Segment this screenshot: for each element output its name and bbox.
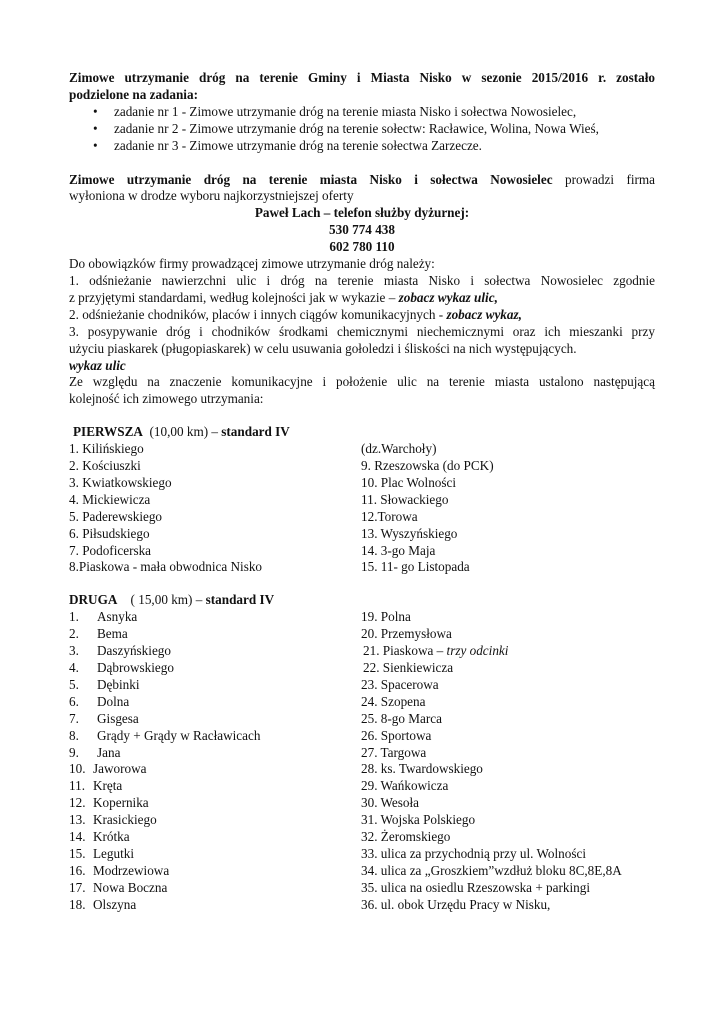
bullet-icon: • — [93, 120, 98, 136]
sidewalk-list-link[interactable]: zobacz wykaz, — [446, 306, 522, 322]
list-item-label: Jaworowa — [93, 761, 147, 777]
list-item-label: Nowa Boczna — [93, 879, 168, 895]
list-item: 34. ulica za „Groszkiem”wzdłuż bloku 8C,8E,8A — [361, 862, 622, 878]
duty-2: 2. odśnieżanie chodników, placów i innych ciągów komunikacyjnych - zobacz wykaz, — [69, 306, 522, 322]
list-item — [69, 829, 361, 846]
list-item: 13. Wyszyńskiego — [361, 525, 458, 541]
bullet-icon: • — [93, 103, 98, 119]
list-item: 31. Wojska Polskiego — [361, 812, 476, 828]
list-item-label: Grądy + Grądy w Racławicach — [97, 727, 261, 743]
bullet-icon: • — [93, 137, 98, 153]
order-line1: Ze względu na znaczenie komunikacyjne i położenie ulic na terenie miasta ustalono następującą — [69, 374, 655, 390]
list-item — [69, 609, 361, 626]
list-item — [69, 778, 361, 795]
list-item: 28. ks. Twardowskiego — [361, 761, 483, 777]
list-item: 3. Kwiatkowskiego — [69, 474, 172, 490]
list-item — [69, 660, 361, 677]
list-item-number: 11. — [69, 778, 85, 794]
list-item-label: Krótka — [93, 829, 130, 845]
second-priority-list — [69, 609, 655, 913]
second-priority-left-column — [69, 609, 361, 913]
first-priority-list — [69, 441, 655, 576]
second-priority-heading: DRUGA ( 15,00 km) – standard IV — [69, 592, 275, 608]
list-item — [69, 897, 361, 914]
phone-number-1: 530 774 438 — [329, 222, 395, 238]
list-item: 26. Sportowa — [361, 727, 432, 743]
list-item-number: 9. — [69, 744, 79, 760]
list-item — [69, 863, 361, 880]
list-item — [69, 745, 361, 762]
list-item: 32. Żeromskiego — [361, 829, 451, 845]
list-item-label: Modrzewiowa — [93, 862, 170, 878]
list-item: 33. ulica za przychodnią przy ul. Wolności — [361, 845, 587, 861]
list-item: 6. Piłsudskiego — [69, 525, 150, 541]
list-item-number: 3. — [69, 643, 79, 659]
list-item: 19. Polna — [361, 609, 411, 625]
list-item: 27. Targowa — [361, 744, 427, 760]
order-line2: kolejność ich zimowego utrzymania: — [69, 391, 264, 407]
list-item: 5. Paderewskiego — [69, 508, 163, 524]
phone-number-2: 602 780 110 — [329, 239, 395, 255]
first-priority-right-column — [361, 441, 655, 576]
list-item-number: 1. — [69, 609, 79, 625]
contractor-name: Paweł Lach – telefon służby dyżurnej: — [254, 205, 470, 221]
list-item-number: 17. — [69, 879, 86, 895]
duty-1-line2: z przyjętymi standardami, według kolejności jak w wykazie – zobacz wykaz ulic, — [69, 289, 498, 305]
duty-3-line1: 3. posypywanie dróg i chodników środkami chemicznymi niechemicznymi oraz ich mieszanki przy — [69, 323, 655, 339]
street-list-anchor[interactable]: wykaz ulic — [69, 357, 126, 373]
list-item-number: 12. — [69, 795, 86, 811]
document-page — [69, 70, 655, 914]
list-item-label: Asnyka — [97, 609, 138, 625]
contractor-line2: wyłoniona w drodze wyboru najkorzystniejszej oferty — [69, 188, 354, 204]
list-item: 9. Rzeszowska (do PCK) — [361, 458, 494, 474]
list-item: 30. Wesoła — [361, 795, 420, 811]
list-item-label: Kręta — [93, 778, 123, 794]
duty-1-line1: 1. odśnieżanie nawierzchni ulic i dróg na terenie miasta Nisko i sołectwa Nowosielec zgodnie — [69, 272, 655, 288]
list-item-number: 14. — [69, 829, 86, 845]
list-item-number: 16. — [69, 862, 86, 878]
task-list — [69, 104, 655, 155]
first-priority-heading: PIERWSZA (10,00 km) – standard IV — [73, 424, 290, 440]
list-item: 29. Wańkowicza — [361, 778, 449, 794]
piaskowa-note: trzy odcinki — [446, 643, 509, 659]
task-item: • zadanie nr 3 - Zimowe utrzymanie dróg na terenie sołectwa Zarzecze. — [93, 137, 482, 153]
list-item-label: Dolna — [97, 693, 130, 709]
list-item-number: 4. — [69, 660, 79, 675]
list-item-number: 7. — [69, 710, 79, 726]
list-item: 15. 11- go Listopada — [361, 559, 470, 575]
list-item-label: Legutki — [93, 845, 135, 861]
list-item — [69, 812, 361, 829]
list-item-label: Gisgesa — [97, 710, 139, 726]
list-item-number: 6. — [69, 693, 79, 709]
list-item: 21. Piaskowa – trzy odcinki — [363, 643, 509, 659]
list-item — [69, 795, 361, 812]
list-item-label: Daszyńskiego — [97, 643, 171, 659]
list-item — [69, 643, 361, 660]
list-item-label: Krasickiego — [93, 812, 157, 828]
list-item: 1. Kilińskiego — [69, 441, 144, 457]
list-item-number: 15. — [69, 845, 86, 861]
list-item-label: Bema — [97, 626, 128, 642]
duty-3-line2: użyciu piaskarek (pługopiaskarek) w celu usuwania gołoledzi i śliskości na nich występujących. — [69, 340, 577, 356]
list-item — [69, 761, 361, 778]
list-item-label: Dębinki — [97, 676, 140, 692]
list-item-label: Jana — [97, 744, 121, 760]
list-item: (dz.Warchoły) — [361, 441, 437, 457]
list-item: 25. 8-go Marca — [361, 710, 442, 726]
list-item: 14. 3-go Maja — [361, 542, 436, 558]
street-list-link[interactable]: zobacz wykaz ulic, — [398, 289, 498, 305]
intro-heading-line1: Zimowe utrzymanie dróg na terenie Gminy i Miasta Nisko w sezonie 2015/2016 r. zostało — [69, 70, 655, 85]
list-item-number: 8. — [69, 727, 79, 743]
list-item — [69, 846, 361, 863]
list-item — [69, 626, 361, 643]
task-item: • zadanie nr 1 - Zimowe utrzymanie dróg na terenie miasta Nisko i sołectwa Nowosielec, — [93, 103, 577, 119]
second-priority-right-column — [361, 609, 655, 913]
list-item-label: Olszyna — [93, 896, 137, 912]
list-item: 23. Spacerowa — [361, 676, 439, 692]
list-item: 22. Sienkiewicza — [363, 660, 454, 675]
list-item-number: 2. — [69, 626, 79, 642]
list-item: 10. Plac Wolności — [361, 474, 457, 490]
list-item: 7. Podoficerska — [69, 542, 152, 558]
list-item: 8.Piaskowa - mała obwodnica Nisko — [69, 559, 263, 575]
list-item: 11. Słowackiego — [361, 491, 449, 507]
list-item: 36. ul. obok Urzędu Pracy w Nisku, — [361, 896, 551, 912]
first-priority-left-column — [69, 441, 361, 576]
list-item: 2. Kościuszki — [69, 458, 141, 474]
list-item — [69, 880, 361, 897]
list-item — [69, 694, 361, 711]
list-item-number: 10. — [69, 761, 86, 777]
contractor-heading: Zimowe utrzymanie dróg na terenie miasta Nisko i sołectwa Nowosielec prowadzi firma — [69, 171, 656, 187]
list-item-label: Kopernika — [93, 795, 149, 811]
intro-heading-line2: podzielone na zadania: — [69, 86, 198, 102]
list-item: 12.Torowa — [361, 508, 418, 524]
task-item: • zadanie nr 2 - Zimowe utrzymanie dróg na terenie sołectw: Racławice, Wolina, Nowa Wieś, — [93, 120, 599, 136]
list-item: 20. Przemysłowa — [361, 626, 452, 642]
list-item — [69, 728, 361, 745]
list-item-number: 13. — [69, 812, 86, 828]
list-item — [69, 677, 361, 694]
list-item-label: Dąbrowskiego — [97, 660, 174, 675]
list-item — [69, 711, 361, 728]
list-item-number: 18. — [69, 896, 86, 912]
list-item: 24. Szopena — [361, 693, 426, 709]
list-item: 35. ulica na osiedlu Rzeszowska + parkingi — [361, 879, 591, 895]
list-item-number: 5. — [69, 676, 79, 692]
duties-intro: Do obowiązków firmy prowadzącej zimowe utrzymanie dróg należy: — [69, 256, 435, 272]
list-item: 4. Mickiewicza — [69, 491, 151, 507]
